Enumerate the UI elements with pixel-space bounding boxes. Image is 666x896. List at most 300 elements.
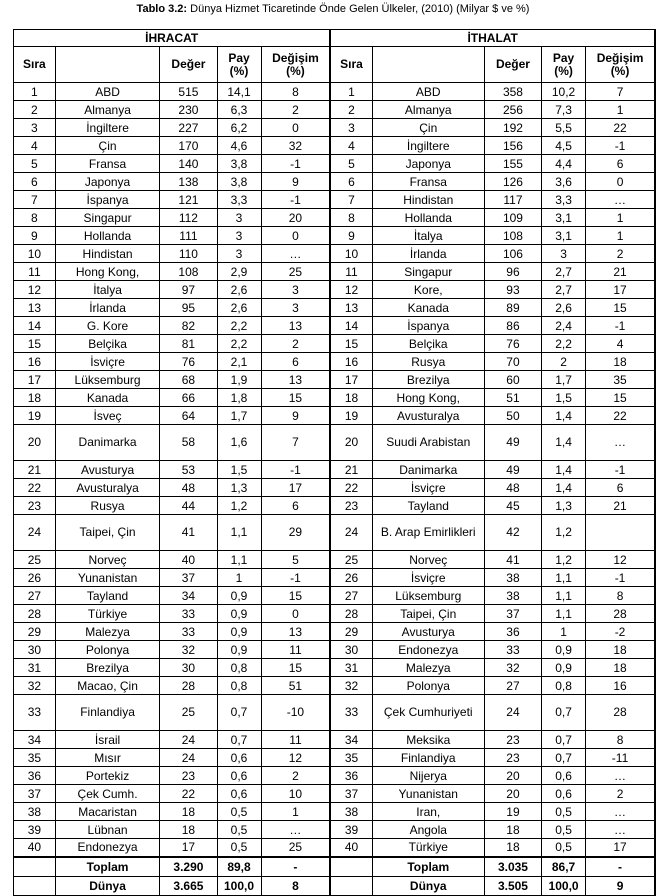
export-cell-rank: 29 bbox=[14, 623, 56, 641]
export-cell-value: 40 bbox=[160, 551, 217, 569]
export-cell-change: 13 bbox=[261, 371, 330, 389]
export-cell-rank: 28 bbox=[14, 605, 56, 623]
export-cell-change: -1 bbox=[261, 155, 330, 173]
export-cell-change: … bbox=[261, 245, 330, 263]
export-cell-rank: 38 bbox=[14, 803, 56, 821]
export-cell-country: İsrail bbox=[55, 731, 160, 749]
import-cell-change: 4 bbox=[586, 335, 655, 353]
import-cell-change: 1 bbox=[586, 101, 655, 119]
export-cell-change: 15 bbox=[261, 587, 330, 605]
export-cell-value: 81 bbox=[160, 335, 217, 353]
export-cell-share: 0,6 bbox=[217, 749, 261, 767]
export-cell-value: 48 bbox=[160, 479, 217, 497]
export-cell-rank: 5 bbox=[14, 155, 56, 173]
export-cell-share: 14,1 bbox=[217, 83, 261, 101]
import-cell-country: Polonya bbox=[372, 677, 484, 695]
export-cell-share: 2,2 bbox=[217, 335, 261, 353]
export-cell-change: 7 bbox=[261, 425, 330, 461]
export-cell-value: 230 bbox=[160, 101, 217, 119]
export-cell-value: 3.665 bbox=[160, 876, 217, 895]
export-cell-country: Hindistan bbox=[55, 245, 160, 263]
col-deger: Değer bbox=[484, 47, 541, 83]
group-export: İHRACAT bbox=[14, 30, 331, 47]
export-cell-change: 3 bbox=[261, 281, 330, 299]
import-cell-change: -1 bbox=[586, 461, 655, 479]
import-cell-change: 6 bbox=[586, 479, 655, 497]
import-cell-change: 22 bbox=[586, 407, 655, 425]
export-cell-share: 3 bbox=[217, 227, 261, 245]
export-cell-change: 17 bbox=[261, 479, 330, 497]
table-row bbox=[14, 317, 656, 335]
import-cell-change: 7 bbox=[586, 83, 655, 101]
import-cell-value: 60 bbox=[484, 371, 541, 389]
export-cell-country: Macaristan bbox=[55, 803, 160, 821]
export-cell-country: Lübnan bbox=[55, 821, 160, 839]
export-cell-value: 28 bbox=[160, 677, 217, 695]
table-row bbox=[14, 299, 656, 317]
export-cell-rank bbox=[14, 876, 56, 895]
export-cell-change: 20 bbox=[261, 209, 330, 227]
export-cell-country: Portekiz bbox=[55, 767, 160, 785]
export-cell-rank: 11 bbox=[14, 263, 56, 281]
import-cell-country: Kanada bbox=[372, 299, 484, 317]
export-cell-value: 58 bbox=[160, 425, 217, 461]
import-cell-share: 10,2 bbox=[542, 83, 586, 101]
import-cell-value: 27 bbox=[484, 677, 541, 695]
export-cell-country: Endonezya bbox=[55, 839, 160, 857]
import-cell-country: Hong Kong, bbox=[372, 389, 484, 407]
import-cell-rank: 9 bbox=[330, 227, 372, 245]
import-cell-share: 0,6 bbox=[542, 785, 586, 803]
export-cell-rank: 8 bbox=[14, 209, 56, 227]
import-cell-value: 48 bbox=[484, 479, 541, 497]
import-cell-share: 1 bbox=[542, 623, 586, 641]
total-row bbox=[14, 876, 656, 895]
export-cell-country: İspanya bbox=[55, 191, 160, 209]
export-cell-rank: 32 bbox=[14, 677, 56, 695]
table-row bbox=[14, 209, 656, 227]
export-cell-change: 11 bbox=[261, 731, 330, 749]
export-cell-value: 111 bbox=[160, 227, 217, 245]
export-cell-country: İtalya bbox=[55, 281, 160, 299]
table-row bbox=[14, 353, 656, 371]
import-cell-value: 18 bbox=[484, 839, 541, 857]
import-cell-change bbox=[586, 515, 655, 551]
table-row bbox=[14, 803, 656, 821]
export-cell-value: 121 bbox=[160, 191, 217, 209]
import-cell-share: 4,5 bbox=[542, 137, 586, 155]
import-cell-value: 20 bbox=[484, 767, 541, 785]
export-cell-change: -10 bbox=[261, 695, 330, 731]
export-cell-country: Çek Cumh. bbox=[55, 785, 160, 803]
import-cell-country: Türkiye bbox=[372, 839, 484, 857]
import-cell-country: Endonezya bbox=[372, 641, 484, 659]
import-cell-rank: 25 bbox=[330, 551, 372, 569]
table-row bbox=[14, 425, 656, 461]
table-row bbox=[14, 749, 656, 767]
import-cell-rank: 5 bbox=[330, 155, 372, 173]
import-cell-rank: 18 bbox=[330, 389, 372, 407]
import-cell-share: 0,7 bbox=[542, 749, 586, 767]
export-cell-rank: 3 bbox=[14, 119, 56, 137]
import-cell-share: 3,6 bbox=[542, 173, 586, 191]
import-cell-rank: 24 bbox=[330, 515, 372, 551]
import-cell-change: 8 bbox=[586, 587, 655, 605]
import-cell-country: Meksika bbox=[372, 731, 484, 749]
export-cell-country: İngiltere bbox=[55, 119, 160, 137]
group-import: İTHALAT bbox=[330, 30, 655, 47]
export-cell-country: Çin bbox=[55, 137, 160, 155]
export-cell-change: 8 bbox=[261, 876, 330, 895]
table-row bbox=[14, 731, 656, 749]
export-cell-country: İsveç bbox=[55, 407, 160, 425]
export-cell-country: Almanya bbox=[55, 101, 160, 119]
import-cell-change: 16 bbox=[586, 677, 655, 695]
export-cell-share: 1,6 bbox=[217, 425, 261, 461]
import-cell-country: İtalya bbox=[372, 227, 484, 245]
import-cell-value: 33 bbox=[484, 641, 541, 659]
export-cell-share: 0,9 bbox=[217, 605, 261, 623]
export-cell-change: 13 bbox=[261, 623, 330, 641]
col-degisim: Değişim (%) bbox=[586, 47, 655, 83]
export-cell-change: 12 bbox=[261, 749, 330, 767]
export-cell-value: 18 bbox=[160, 803, 217, 821]
export-cell-rank: 27 bbox=[14, 587, 56, 605]
import-cell-rank: 31 bbox=[330, 659, 372, 677]
import-cell-rank: 12 bbox=[330, 281, 372, 299]
import-cell-value: 70 bbox=[484, 353, 541, 371]
table-row bbox=[14, 245, 656, 263]
export-cell-country: Türkiye bbox=[55, 605, 160, 623]
export-cell-share: 0,8 bbox=[217, 677, 261, 695]
import-cell-country: İspanya bbox=[372, 317, 484, 335]
import-cell-value: 51 bbox=[484, 389, 541, 407]
export-cell-value: 32 bbox=[160, 641, 217, 659]
column-header-row bbox=[14, 47, 656, 83]
export-cell-change: -1 bbox=[261, 569, 330, 587]
import-cell-rank: 7 bbox=[330, 191, 372, 209]
import-cell-rank: 4 bbox=[330, 137, 372, 155]
table-row bbox=[14, 497, 656, 515]
import-cell-value: 3.035 bbox=[484, 857, 541, 877]
export-cell-country: Yunanistan bbox=[55, 569, 160, 587]
table-row bbox=[14, 119, 656, 137]
import-cell-country: Avusturalya bbox=[372, 407, 484, 425]
export-cell-country: Fransa bbox=[55, 155, 160, 173]
table-row bbox=[14, 371, 656, 389]
import-cell-change: 15 bbox=[586, 389, 655, 407]
import-cell-country: Suudi Arabistan bbox=[372, 425, 484, 461]
import-cell-share: 86,7 bbox=[542, 857, 586, 877]
import-cell-rank: 26 bbox=[330, 569, 372, 587]
import-cell-change: 8 bbox=[586, 731, 655, 749]
trade-table bbox=[13, 29, 656, 896]
import-cell-country: Dünya bbox=[372, 876, 484, 895]
export-cell-country: ABD bbox=[55, 83, 160, 101]
table-row bbox=[14, 695, 656, 731]
import-cell-share: 1,4 bbox=[542, 479, 586, 497]
import-cell-change: … bbox=[586, 191, 655, 209]
export-cell-country: Tayland bbox=[55, 587, 160, 605]
export-cell-rank: 12 bbox=[14, 281, 56, 299]
export-cell-value: 108 bbox=[160, 263, 217, 281]
table-row bbox=[14, 83, 656, 101]
export-cell-change: 15 bbox=[261, 659, 330, 677]
export-cell-share: 0,7 bbox=[217, 695, 261, 731]
export-cell-share: 1 bbox=[217, 569, 261, 587]
import-cell-value: 96 bbox=[484, 263, 541, 281]
export-cell-share: 3 bbox=[217, 209, 261, 227]
export-cell-value: 33 bbox=[160, 623, 217, 641]
import-cell-change: -1 bbox=[586, 137, 655, 155]
export-cell-value: 227 bbox=[160, 119, 217, 137]
import-cell-change: 28 bbox=[586, 605, 655, 623]
export-cell-value: 66 bbox=[160, 389, 217, 407]
import-cell-country: Tayland bbox=[372, 497, 484, 515]
import-cell-share: 0,6 bbox=[542, 767, 586, 785]
import-cell-country: İngiltere bbox=[372, 137, 484, 155]
export-cell-share: 1,5 bbox=[217, 461, 261, 479]
import-cell-rank: 36 bbox=[330, 767, 372, 785]
import-cell-share: 0,9 bbox=[542, 659, 586, 677]
col-country bbox=[55, 47, 160, 83]
export-cell-country: Lüksemburg bbox=[55, 371, 160, 389]
export-cell-value: 17 bbox=[160, 839, 217, 857]
export-cell-rank bbox=[14, 857, 56, 877]
export-cell-rank: 35 bbox=[14, 749, 56, 767]
import-cell-rank: 16 bbox=[330, 353, 372, 371]
export-cell-rank: 7 bbox=[14, 191, 56, 209]
import-cell-rank: 32 bbox=[330, 677, 372, 695]
import-cell-rank: 39 bbox=[330, 821, 372, 839]
import-cell-country: Malezya bbox=[372, 659, 484, 677]
import-cell-change: 22 bbox=[586, 119, 655, 137]
export-cell-change: 5 bbox=[261, 551, 330, 569]
export-cell-share: 0,7 bbox=[217, 731, 261, 749]
export-cell-change: 29 bbox=[261, 515, 330, 551]
import-cell-share: 0,5 bbox=[542, 821, 586, 839]
export-cell-share: 0,8 bbox=[217, 659, 261, 677]
import-cell-share: 1,5 bbox=[542, 389, 586, 407]
table-row bbox=[14, 191, 656, 209]
import-cell-country: Avusturya bbox=[372, 623, 484, 641]
import-cell-share: 2,2 bbox=[542, 335, 586, 353]
export-cell-rank: 24 bbox=[14, 515, 56, 551]
export-cell-change: 9 bbox=[261, 173, 330, 191]
export-cell-change: 6 bbox=[261, 353, 330, 371]
export-cell-value: 76 bbox=[160, 353, 217, 371]
import-cell-share: 1,1 bbox=[542, 569, 586, 587]
import-cell-value: 3.505 bbox=[484, 876, 541, 895]
export-cell-country: Brezilya bbox=[55, 659, 160, 677]
import-cell-value: 155 bbox=[484, 155, 541, 173]
import-cell-rank: 19 bbox=[330, 407, 372, 425]
import-cell-value: 41 bbox=[484, 551, 541, 569]
table-row bbox=[14, 605, 656, 623]
import-cell-change: 28 bbox=[586, 695, 655, 731]
import-cell-share: 1,4 bbox=[542, 407, 586, 425]
import-cell-rank: 35 bbox=[330, 749, 372, 767]
import-cell-share: 3,3 bbox=[542, 191, 586, 209]
import-cell-change: … bbox=[586, 803, 655, 821]
import-cell-change: 18 bbox=[586, 641, 655, 659]
export-cell-rank: 36 bbox=[14, 767, 56, 785]
table-row bbox=[14, 587, 656, 605]
col-sira: Sıra bbox=[330, 47, 372, 83]
col-pay: Pay (%) bbox=[217, 47, 261, 83]
import-cell-country: İrlanda bbox=[372, 245, 484, 263]
import-cell-rank: 8 bbox=[330, 209, 372, 227]
export-cell-rank: 1 bbox=[14, 83, 56, 101]
table-row bbox=[14, 839, 656, 857]
import-cell-country: B. Arap Emirlikleri bbox=[372, 515, 484, 551]
import-cell-country: Japonya bbox=[372, 155, 484, 173]
table-row bbox=[14, 281, 656, 299]
import-cell-change: 6 bbox=[586, 155, 655, 173]
table-row bbox=[14, 623, 656, 641]
export-cell-share: 3 bbox=[217, 245, 261, 263]
export-cell-change: 1 bbox=[261, 803, 330, 821]
export-cell-share: 2,6 bbox=[217, 299, 261, 317]
export-cell-value: 82 bbox=[160, 317, 217, 335]
export-cell-country: Danimarka bbox=[55, 425, 160, 461]
import-cell-value: 89 bbox=[484, 299, 541, 317]
import-cell-share: 2,7 bbox=[542, 281, 586, 299]
export-cell-share: 3,8 bbox=[217, 155, 261, 173]
import-cell-country: Finlandiya bbox=[372, 749, 484, 767]
export-cell-rank: 40 bbox=[14, 839, 56, 857]
export-cell-change: 9 bbox=[261, 407, 330, 425]
export-cell-share: 1,1 bbox=[217, 551, 261, 569]
export-cell-share: 1,1 bbox=[217, 515, 261, 551]
import-cell-share: 1,3 bbox=[542, 497, 586, 515]
import-cell-country: Nijerya bbox=[372, 767, 484, 785]
import-cell-country: Hollanda bbox=[372, 209, 484, 227]
export-cell-share: 0,5 bbox=[217, 839, 261, 857]
import-cell-country: Çek Cumhuriyeti bbox=[372, 695, 484, 731]
export-cell-rank: 31 bbox=[14, 659, 56, 677]
export-cell-share: 0,5 bbox=[217, 821, 261, 839]
import-cell-share: 1,1 bbox=[542, 605, 586, 623]
export-cell-share: 0,6 bbox=[217, 785, 261, 803]
table-row bbox=[14, 173, 656, 191]
export-cell-country: Toplam bbox=[55, 857, 160, 877]
export-cell-value: 140 bbox=[160, 155, 217, 173]
import-cell-rank bbox=[330, 857, 372, 877]
export-cell-share: 0,9 bbox=[217, 641, 261, 659]
export-cell-value: 34 bbox=[160, 587, 217, 605]
export-cell-value: 170 bbox=[160, 137, 217, 155]
import-cell-country: Belçika bbox=[372, 335, 484, 353]
col-sira: Sıra bbox=[14, 47, 56, 83]
import-cell-share: 2 bbox=[542, 353, 586, 371]
import-cell-rank: 13 bbox=[330, 299, 372, 317]
export-cell-rank: 13 bbox=[14, 299, 56, 317]
table-row bbox=[14, 569, 656, 587]
import-cell-share: 3 bbox=[542, 245, 586, 263]
import-cell-value: 18 bbox=[484, 821, 541, 839]
import-cell-value: 108 bbox=[484, 227, 541, 245]
caption-text: Dünya Hizmet Ticaretinde Önde Gelen Ülkeler, (2010) (Milyar $ ve %) bbox=[190, 3, 530, 15]
export-cell-rank: 2 bbox=[14, 101, 56, 119]
export-cell-change: 8 bbox=[261, 83, 330, 101]
import-cell-share: 5,5 bbox=[542, 119, 586, 137]
import-cell-value: 76 bbox=[484, 335, 541, 353]
export-cell-change: 13 bbox=[261, 317, 330, 335]
export-cell-rank: 4 bbox=[14, 137, 56, 155]
import-cell-rank: 11 bbox=[330, 263, 372, 281]
import-cell-country: Fransa bbox=[372, 173, 484, 191]
import-cell-change: 21 bbox=[586, 497, 655, 515]
import-cell-change: - bbox=[586, 857, 655, 877]
export-cell-rank: 34 bbox=[14, 731, 56, 749]
export-cell-share: 3,3 bbox=[217, 191, 261, 209]
export-cell-rank: 21 bbox=[14, 461, 56, 479]
export-cell-value: 68 bbox=[160, 371, 217, 389]
export-cell-share: 6,2 bbox=[217, 119, 261, 137]
import-cell-share: 1,2 bbox=[542, 515, 586, 551]
import-cell-rank bbox=[330, 876, 372, 895]
import-cell-value: 19 bbox=[484, 803, 541, 821]
import-cell-rank: 40 bbox=[330, 839, 372, 857]
export-cell-country: İsviçre bbox=[55, 353, 160, 371]
import-cell-rank: 37 bbox=[330, 785, 372, 803]
import-cell-share: 4,4 bbox=[542, 155, 586, 173]
import-cell-share: 3,1 bbox=[542, 209, 586, 227]
import-cell-share: 3,1 bbox=[542, 227, 586, 245]
table-row bbox=[14, 785, 656, 803]
export-cell-country: Belçika bbox=[55, 335, 160, 353]
export-cell-value: 112 bbox=[160, 209, 217, 227]
import-cell-value: 106 bbox=[484, 245, 541, 263]
export-cell-change: 3 bbox=[261, 299, 330, 317]
import-cell-value: 38 bbox=[484, 587, 541, 605]
export-cell-share: 4,6 bbox=[217, 137, 261, 155]
export-cell-share: 0,9 bbox=[217, 587, 261, 605]
import-cell-change: 17 bbox=[586, 281, 655, 299]
import-cell-value: 86 bbox=[484, 317, 541, 335]
import-cell-change: 21 bbox=[586, 263, 655, 281]
export-cell-rank: 18 bbox=[14, 389, 56, 407]
import-cell-change: 15 bbox=[586, 299, 655, 317]
export-cell-value: 53 bbox=[160, 461, 217, 479]
import-cell-share: 2,6 bbox=[542, 299, 586, 317]
import-cell-value: 109 bbox=[484, 209, 541, 227]
import-cell-share: 0,7 bbox=[542, 731, 586, 749]
table-row bbox=[14, 641, 656, 659]
export-cell-value: 44 bbox=[160, 497, 217, 515]
import-cell-share: 2,7 bbox=[542, 263, 586, 281]
import-cell-rank: 2 bbox=[330, 101, 372, 119]
import-cell-value: 126 bbox=[484, 173, 541, 191]
import-cell-share: 0,9 bbox=[542, 641, 586, 659]
import-cell-country: Yunanistan bbox=[372, 785, 484, 803]
export-cell-country: Hong Kong, bbox=[55, 263, 160, 281]
import-cell-share: 0,7 bbox=[542, 695, 586, 731]
import-cell-country: Lüksemburg bbox=[372, 587, 484, 605]
import-cell-country: Brezilya bbox=[372, 371, 484, 389]
import-cell-change: -2 bbox=[586, 623, 655, 641]
export-cell-change: … bbox=[261, 821, 330, 839]
export-cell-value: 110 bbox=[160, 245, 217, 263]
export-cell-change: 0 bbox=[261, 227, 330, 245]
export-cell-rank: 6 bbox=[14, 173, 56, 191]
export-cell-value: 18 bbox=[160, 821, 217, 839]
import-cell-change: … bbox=[586, 821, 655, 839]
export-cell-value: 30 bbox=[160, 659, 217, 677]
export-cell-country: Norveç bbox=[55, 551, 160, 569]
export-cell-share: 2,6 bbox=[217, 281, 261, 299]
